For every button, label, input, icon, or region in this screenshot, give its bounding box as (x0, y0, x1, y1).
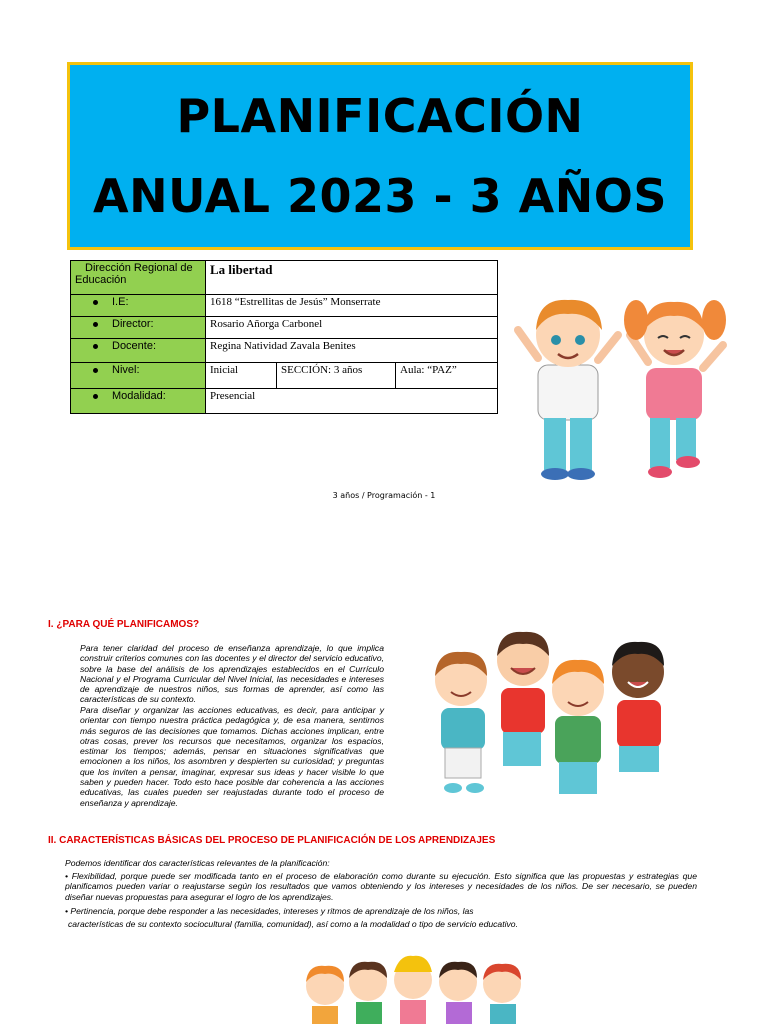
label-nivel: Nivel: (71, 363, 206, 389)
title-banner (67, 62, 693, 250)
value-nivel: Inicial (206, 363, 277, 389)
value-seccion: SECCIÓN: 3 años (277, 363, 396, 389)
title-line-2: ANUAL 2023 - 3 AÑOS (93, 169, 667, 223)
kid-2 (497, 632, 549, 766)
section-2-bullet-2b: características de su contexto sociocultural (familia, comunidad), así como a la modalidad o tipo de servicio educativo. (68, 919, 518, 929)
bottom-kids-illustration (300, 952, 530, 1024)
bullet-icon (93, 368, 98, 373)
two-kids-illustration (508, 290, 733, 490)
bottom-kid-4 (439, 962, 477, 1024)
section-2-bullet-1: • Flexibilidad, porque puede ser modificada tanto en el proceso de elaboración como durante su ejecución. Esto significa que las propuestas y estrategias que planificamos pueden variar o reajustarse según los resultados que vamos obteniendo y los intereses y necesidades de los niños. De ser necesario, se pueden diseñar nuevas propuestas para asegurar el logro de los aprendizajes. (65, 871, 697, 902)
kid-1 (435, 652, 487, 793)
four-kids-illustration (425, 628, 687, 806)
bottom-kid-2 (349, 962, 387, 1024)
section-2-heading: II. CARACTERÍSTICAS BÁSICAS DEL PROCESO DE PLANIFICACIÓN DE LOS APRENDIZAJES (48, 835, 496, 846)
table-row (71, 389, 498, 414)
section-1-paragraph-1: Para tener claridad del proceso de enseñanza aprendizaje, lo que implica construir criterios comunes con las docentes y el director del servicio educativo, sobre la base del análisis de los aprendizajes establecidos en el Currículo Nacional y el Programa Curricular del Nivel Inicial, las necesidades e intereses de aprendizaje de nuestros niños, sus formas de aprender, así como las características de su contexto. (80, 643, 384, 705)
label-direccion: Dirección Regional de Educación (71, 261, 206, 295)
value-director: Rosario Añorga Carbonel (206, 317, 498, 339)
bullet-icon (93, 394, 98, 399)
kid-4 (612, 642, 664, 772)
value-direccion: La libertad (206, 261, 498, 295)
bullet-icon (93, 322, 98, 327)
boy-figure (518, 300, 618, 480)
label-modalidad: Modalidad: (71, 389, 206, 414)
value-aula: Aula: “PAZ” (396, 363, 498, 389)
kid-3 (552, 660, 604, 794)
section-1-heading: I. ¿PARA QUÉ PLANIFICAMOS? (48, 619, 200, 630)
bullet-icon (93, 344, 98, 349)
info-table (70, 260, 498, 414)
title-line-1: PLANIFICACIÓN (176, 89, 584, 143)
value-modalidad: Presencial (206, 389, 498, 414)
table-row (71, 363, 498, 389)
label-director: Director: (71, 317, 206, 339)
table-row (71, 261, 498, 295)
bottom-kid-5 (483, 964, 521, 1024)
bullet-icon (93, 300, 98, 305)
section-1-paragraph-2: Para diseñar y organizar las acciones educativas, es decir, para anticipar y orientar con tiempo nuestra práctica pedagógica y, de esa manera, sentirnos más seguros de las decisiones que tomamos. Dichas acciones implican, entre otras cosas, prever los recursos que necesitamos, organizar los espacios, estimar los tiempos; además, pensar en situaciones significativas que emocionen a los niños, los asombren y despierten su curiosidad; y preguntas que los inviten a pensar, imaginar, expresar sus ideas y hacer visible lo que saben y pueden hacer. Todo esto hace posible dar coherencia a las acciones educativas, las cuales pueden ser reajustadas durante todo el proceso de enseñanza y aprendizaje. (80, 705, 384, 808)
section-2-bullet-2a: • Pertinencia, porque debe responder a las necesidades, intereses y ritmos de aprendizaje de los niños, las (65, 906, 474, 916)
table-row (71, 339, 498, 363)
label-ie: I.E: (71, 295, 206, 317)
value-ie: 1618 “Estrellitas de Jesús” Monserrate (206, 295, 498, 317)
bottom-kid-1 (306, 966, 344, 1024)
label-docente: Docente: (71, 339, 206, 363)
table-row (71, 317, 498, 339)
girl-figure (624, 300, 726, 478)
section-2-intro: Podemos identificar dos características relevantes de la planificación: (65, 858, 330, 868)
value-docente: Regina Natividad Zavala Benites (206, 339, 498, 363)
bottom-kid-3 (394, 956, 432, 1024)
page-footer: 3 años / Programación - 1 (332, 491, 436, 500)
table-row (71, 295, 498, 317)
